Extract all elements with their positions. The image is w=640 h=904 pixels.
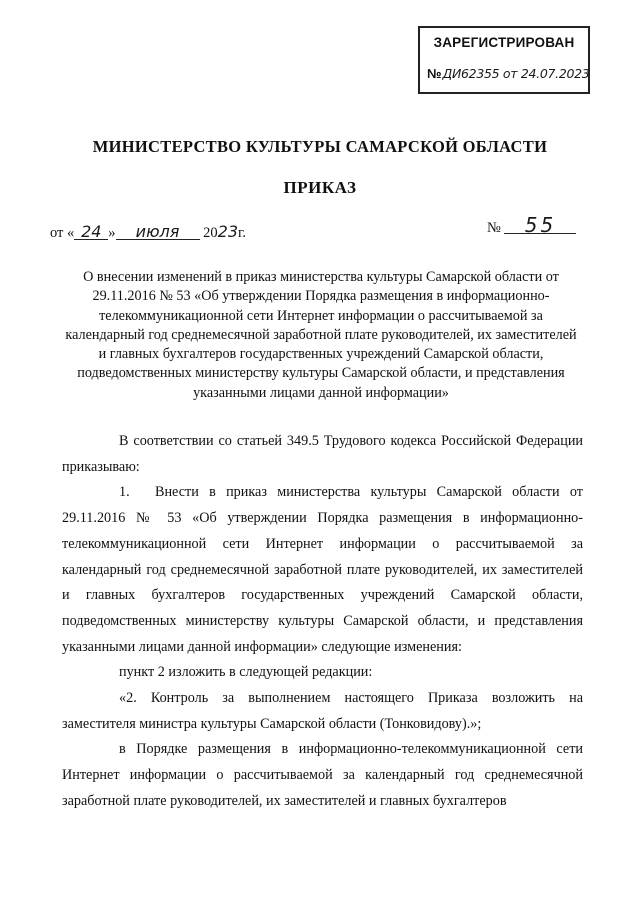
stamp-registration-date: 24.07.2023	[520, 66, 590, 81]
order-subject: О внесении изменений в приказ министерства культуры Самарской области от 29.11.2016 № 53 «Об утверждении Порядка размещения в информационно-телекоммуникационной сети Интернет информации о рассчитываемой за календарный год среднемесячной заработной плате руководителей, их заместителей и главных бухгалтеров государственных учреждений Самарской области, подведомственных министерству культуры Самарской области, и представления указанными лицами данной информации»	[65, 269, 577, 401]
date-month: июля	[116, 224, 200, 240]
order-body	[62, 429, 583, 815]
date-year-prefix: 20	[203, 225, 218, 241]
item-1-text: Внести в приказ министерства культуры Самарской области от 29.11.2016 № 53 «Об утверждении Порядка размещения в информационно-телекоммуникационной сети Интернет информации о рассчитываемой за календарный год среднемесячной заработной плате руководителей, их заместителей и главных бухгалтеров государственных учреждений Самарской области, подведомственных министерству культуры Самарской области, и представления указанными лицами данной информации» следующие изменения:	[62, 484, 583, 655]
order-date	[50, 222, 246, 242]
point-2-intro: пункт 2 изложить в следующей редакции:	[119, 664, 373, 681]
order-number-label: №	[487, 220, 501, 236]
ministry-title: МИНИСТЕРСТВО КУЛЬТУРЫ САМАРСКОЙ ОБЛАСТИ	[92, 137, 548, 156]
order-title: ПРИКАЗ	[283, 178, 357, 197]
stamp-title: ЗАРЕГИСТРИРОВАН	[433, 35, 575, 50]
item-1-paragraph	[62, 480, 583, 660]
stamp-registration-line	[427, 66, 589, 81]
date-year-end: г.	[238, 225, 246, 241]
stamp-date-prefix: от	[502, 66, 518, 81]
registration-stamp	[418, 26, 590, 94]
point-2-text: «2. Контроль за выполнением настоящего Приказа возложить на заместителя министра культуры Самарской области (Тонковидову).»;	[62, 690, 583, 732]
order-number-value: 55	[504, 218, 576, 234]
date-day: 24	[74, 224, 108, 240]
item-1-number: 1.	[119, 484, 130, 501]
order-number	[487, 213, 576, 237]
stamp-registration-number: ДИ62355	[442, 66, 500, 81]
date-prefix: от «	[50, 225, 75, 241]
stamp-number-label: №	[427, 66, 442, 81]
procedure-paragraph: в Порядке размещения в информационно-телекоммуникационной сети Интернет информации о рассчитываемой за календарный год среднемесячной заработной плате руководителей, их заместителей и главных бухгалтеров	[62, 741, 583, 809]
intro-paragraph: В соответствии со статьей 349.5 Трудового кодекса Российской Федерации приказываю:	[62, 433, 583, 475]
date-quote-close: »	[108, 225, 116, 241]
date-year-suffix: 23	[217, 222, 239, 241]
